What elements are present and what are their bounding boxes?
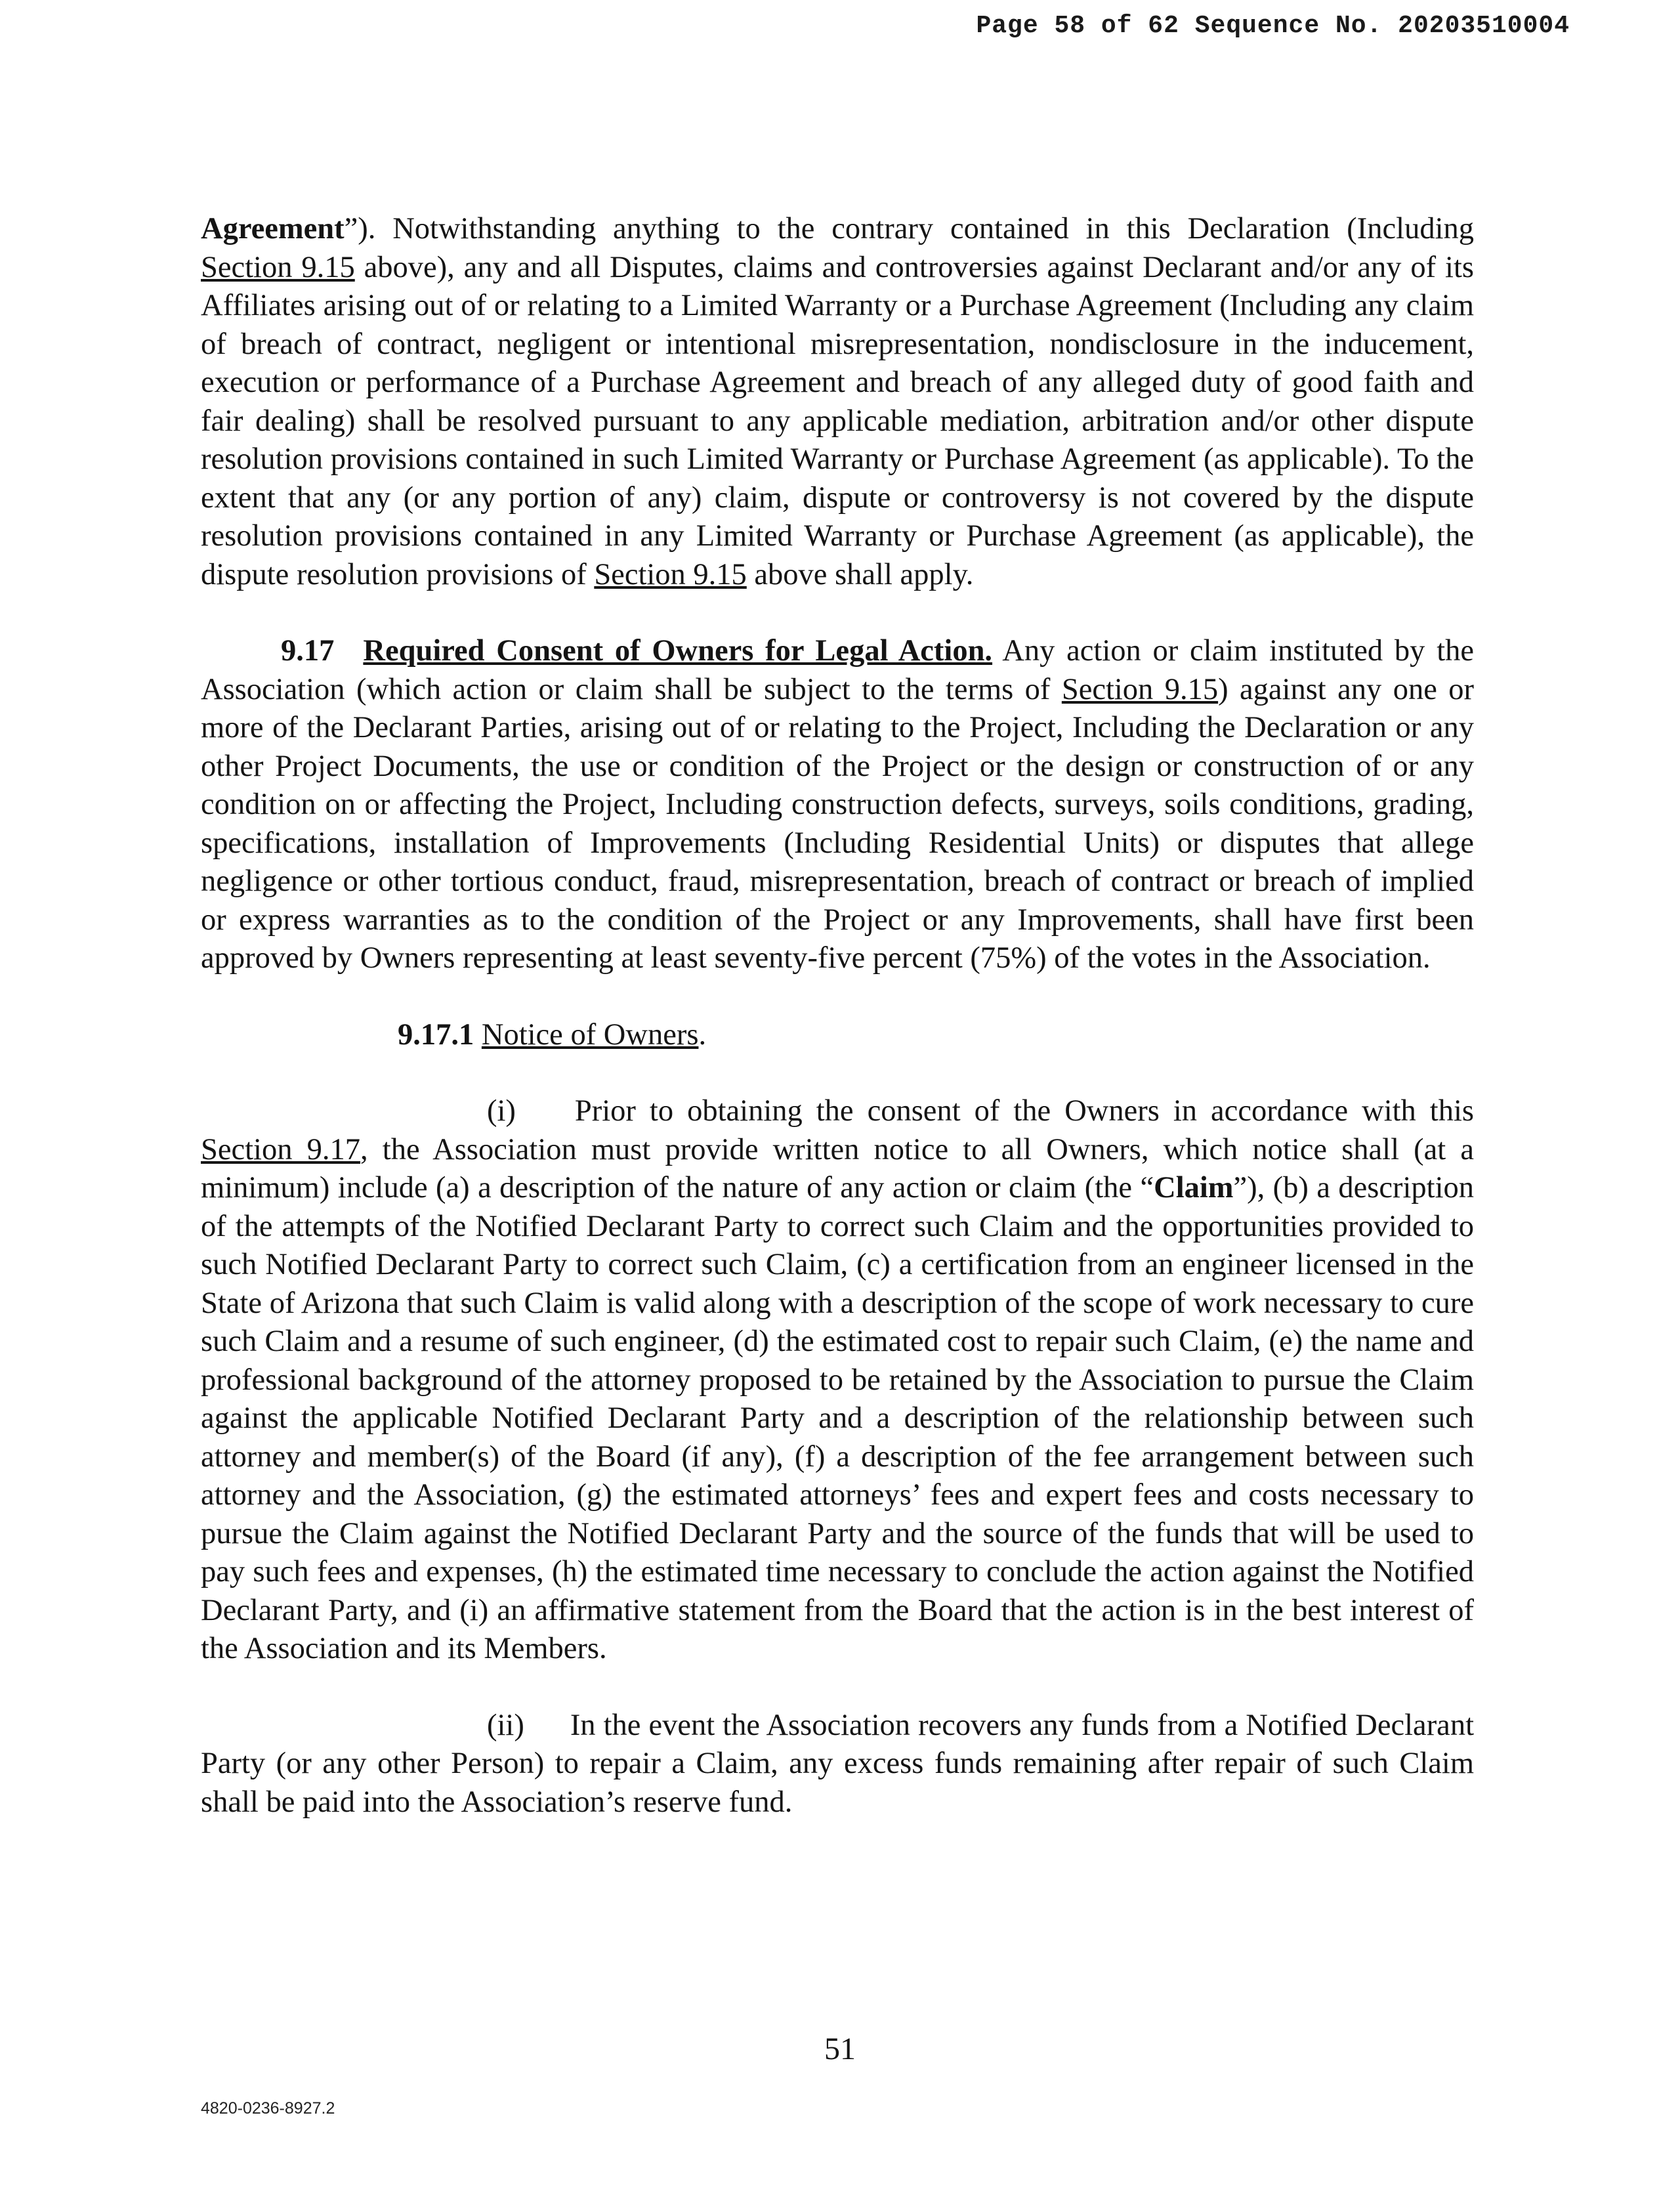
paragraph-text: above shall apply. — [746, 557, 974, 591]
page-sequence-stamp: Page 58 of 62 Sequence No. 20203510004 — [976, 12, 1570, 40]
paragraph-text: ) against any one or more of the Declarant Parties, arising out of or relating to the Project, Including the Declaration or any other Project Documents, the use or condition of the Project or the design or construction of or any condition on or affecting the Project, Including construction defects, surveys, soils conditions, grading, specifications, installation of Improvements (Including Residential Units) or disputes that allege negligence or other tortious conduct, fraud, misrepresentation, breach of contract or breach of implied or express warranties as to the condition of the Project or any Improvements, shall have first been approved by Owners representing at least seventy-five percent (75%) of the votes in the Association. — [201, 672, 1475, 975]
section-9-17 — [201, 632, 1474, 978]
paragraph-text: Prior to obtaining the consent of the Owners in accordance with this — [574, 1094, 1474, 1128]
item-label: (i) — [487, 1094, 516, 1128]
subsection-number: 9.17.1 — [398, 1017, 474, 1052]
section-9-17-1-heading — [201, 1016, 1474, 1055]
paragraph-text: ”). Notwithstanding anything to the contrary contained in this Declaration (Including — [344, 212, 1474, 245]
paragraph-text: ”), (b) a description of the attempts of the Notified Declarant Party to correct such Claim and the opportunities provided to such Notified Declarant Party to correct such Claim, (c) a certification from an engineer licensed in the State of Arizona that such Claim is valid along with a description of the scope of work necessary to cure such Claim and a resume of such engineer, (d) the estimated cost to repair such Claim, (e) the name and professional background of the attorney proposed to be retained by the Association to pursue the Claim against the applicable Notified Declarant Party and a description of the relationship between such attorney and member(s) of the Board (if any), (f) a description of the fee arrangement between such attorney and the Association, (g) the estimated attorneys’ fees and expert fees and costs necessary to pursue the Claim against the Notified Declarant Party and the source of the funds that will be used to pay such fees and expenses, (h) the estimated time necessary to conclude the action against the Notified Declarant Party, and (i) an affirmative statement from the Board that the action is in the best interest of the Association and its Members. — [201, 1171, 1474, 1665]
item-i — [201, 1092, 1474, 1669]
section-reference: Section 9.15 — [594, 557, 747, 591]
section-reference: Section 9.15 — [201, 250, 355, 284]
section-title: Required Consent of Owners for Legal Action. — [363, 634, 993, 668]
paragraph-continuation — [201, 210, 1474, 594]
document-body — [201, 210, 1474, 1822]
page-number: 51 — [824, 2032, 856, 2066]
paragraph-text: , the Association must provide written notice to all Owners, which notice shall (at a minimum) include (a) a description of the nature of any action or claim (the “ — [201, 1132, 1474, 1204]
paragraph-text: above), any and all Disputes, claims and controversies against Declarant and/or any of its Affiliates arising out of or relating to a Limited Warranty or a Purchase Agreement (Including any claim of breach of contract, negligent or intentional misrepresentation, nondisclosure in the inducement, execution or performance of a Purchase Agreement and breach of any alleged duty of good faith and fair dealing) shall be resolved pursuant to any applicable mediation, arbitration and/or other dispute resolution provisions contained in such Limited Warranty or Purchase Agreement (as applicable). To the extent that any (or any portion of any) claim, dispute or controversy is not covered by the dispute resolution provisions contained in any Limited Warranty or Purchase Agreement (as applicable), the dispute resolution provisions of — [201, 250, 1474, 591]
section-number: 9.17 — [281, 634, 335, 668]
item-ii — [201, 1707, 1474, 1822]
document-id: 4820-0236-8927.2 — [201, 2099, 335, 2118]
item-label: (ii) — [487, 1708, 524, 1742]
paragraph-text: In the event the Association recovers any funds from a Notified Declarant Party (or any other Person) to repair a Claim, any excess funds remaining after repair of such Claim shall be paid into the Association’s reserve fund. — [201, 1708, 1474, 1819]
defined-term-agreement: Agreement — [201, 212, 345, 245]
paragraph-text: Any action or claim instituted by the Association (which action or claim shall be subject to the terms of — [201, 634, 1474, 706]
defined-term-claim: Claim — [1154, 1171, 1234, 1204]
section-reference: Section 9.17 — [201, 1132, 361, 1166]
subsection-title-period: . — [698, 1017, 707, 1052]
subsection-title: Notice of Owners — [481, 1017, 699, 1052]
section-reference: Section 9.15 — [1061, 672, 1219, 706]
